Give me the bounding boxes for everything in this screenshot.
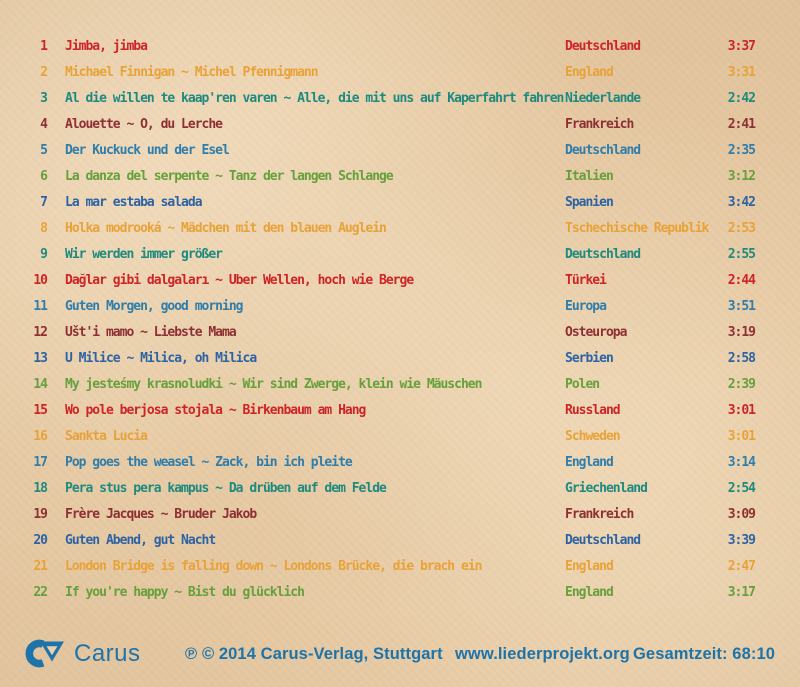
track-duration: 2:47 bbox=[727, 558, 755, 574]
track-number: 1 bbox=[40, 38, 47, 54]
track-row bbox=[0, 215, 800, 241]
track-title: If you're happy ~ Bist du glücklich bbox=[65, 584, 304, 600]
track-row bbox=[0, 475, 800, 501]
track-number: 4 bbox=[40, 116, 47, 132]
track-title: Jimba, jimba bbox=[65, 38, 147, 54]
track-country: Niederlande bbox=[565, 90, 641, 106]
track-number: 17 bbox=[33, 454, 47, 470]
track-duration: 3:42 bbox=[727, 194, 755, 210]
track-number: 10 bbox=[33, 272, 47, 288]
track-country: Deutschland bbox=[565, 142, 641, 158]
track-number: 8 bbox=[40, 220, 47, 236]
track-row bbox=[0, 319, 800, 345]
track-country: Serbien bbox=[565, 350, 613, 366]
track-country: Griechenland bbox=[565, 480, 647, 496]
track-title: London Bridge is falling down ~ Londons Brücke, die brach ein bbox=[65, 558, 482, 574]
track-number: 13 bbox=[33, 350, 47, 366]
track-country: Schweden bbox=[565, 428, 620, 444]
track-country: Polen bbox=[565, 376, 600, 392]
track-row bbox=[0, 59, 800, 85]
track-title: Wo pole berjosa stojala ~ Birkenbaum am Hang bbox=[65, 402, 366, 418]
track-number: 2 bbox=[40, 64, 47, 80]
track-duration: 3:19 bbox=[727, 324, 755, 340]
track-title: Guten Morgen, good morning bbox=[65, 298, 243, 314]
track-duration: 2:35 bbox=[727, 142, 755, 158]
track-number: 19 bbox=[33, 506, 47, 522]
track-title: Frère Jacques ~ Bruder Jakob bbox=[65, 506, 257, 522]
track-duration: 3:01 bbox=[727, 402, 755, 418]
track-country: Frankreich bbox=[565, 506, 634, 522]
track-title: Alouette ~ O, du Lerche bbox=[65, 116, 223, 132]
track-row bbox=[0, 449, 800, 475]
track-row bbox=[0, 397, 800, 423]
track-number: 14 bbox=[33, 376, 47, 392]
track-row bbox=[0, 423, 800, 449]
track-country: Türkei bbox=[565, 272, 606, 288]
track-country: Tschechische Republik bbox=[565, 220, 709, 236]
track-duration: 3:37 bbox=[727, 38, 755, 54]
track-title: Michael Finnigan ~ Michel Pfennigmann bbox=[65, 64, 318, 80]
track-duration: 2:58 bbox=[727, 350, 755, 366]
track-row bbox=[0, 501, 800, 527]
footer bbox=[0, 634, 800, 676]
track-duration: 3:17 bbox=[727, 584, 755, 600]
track-duration: 3:12 bbox=[727, 168, 755, 184]
track-country: Deutschland bbox=[565, 246, 641, 262]
track-row bbox=[0, 553, 800, 579]
track-duration: 2:54 bbox=[727, 480, 755, 496]
track-duration: 3:39 bbox=[727, 532, 755, 548]
track-row bbox=[0, 111, 800, 137]
track-country: Italien bbox=[565, 168, 613, 184]
track-title: Pera stus pera kampus ~ Da drüben auf dem Felde bbox=[65, 480, 386, 496]
track-number: 3 bbox=[40, 90, 47, 106]
track-duration: 3:14 bbox=[727, 454, 755, 470]
track-duration: 2:53 bbox=[727, 220, 755, 236]
track-number: 21 bbox=[33, 558, 47, 574]
track-row bbox=[0, 345, 800, 371]
track-number: 15 bbox=[33, 402, 47, 418]
carus-wordmark: Carus bbox=[74, 639, 141, 667]
track-country: England bbox=[565, 454, 613, 470]
website-text: www.liederprojekt.org bbox=[455, 645, 630, 663]
track-country: Osteuropa bbox=[565, 324, 627, 340]
track-country: Russland bbox=[565, 402, 620, 418]
track-country: Deutschland bbox=[565, 38, 641, 54]
track-row bbox=[0, 241, 800, 267]
track-country: England bbox=[565, 558, 613, 574]
track-title: Holka modrooká ~ Mädchen mit den blauen Äuglein bbox=[65, 220, 386, 236]
track-country: England bbox=[565, 64, 613, 80]
track-duration: 3:09 bbox=[727, 506, 755, 522]
track-number: 18 bbox=[33, 480, 47, 496]
track-title: My jesteśmy krasnoludki ~ Wir sind Zwerge, klein wie Mäuschen bbox=[65, 376, 482, 392]
track-duration: 2:39 bbox=[727, 376, 755, 392]
track-row bbox=[0, 163, 800, 189]
track-duration: 3:01 bbox=[727, 428, 755, 444]
track-duration: 2:42 bbox=[727, 90, 755, 106]
copyright-text: ℗ © 2014 Carus-Verlag, Stuttgart bbox=[185, 645, 443, 663]
track-row bbox=[0, 267, 800, 293]
track-row bbox=[0, 527, 800, 553]
track-row bbox=[0, 137, 800, 163]
track-row bbox=[0, 189, 800, 215]
track-country: Europa bbox=[565, 298, 606, 314]
track-duration: 2:41 bbox=[727, 116, 755, 132]
track-duration: 3:51 bbox=[727, 298, 755, 314]
track-title: Wir werden immer größer bbox=[65, 246, 223, 262]
track-duration: 2:44 bbox=[727, 272, 755, 288]
track-title: Der Kuckuck und der Esel bbox=[65, 142, 229, 158]
track-title: Dağlar gibi dalgaları ~ Über Wellen, hoch wie Berge bbox=[65, 272, 414, 288]
track-number: 9 bbox=[40, 246, 47, 262]
track-title: Guten Abend, gut Nacht bbox=[65, 532, 216, 548]
track-number: 5 bbox=[40, 142, 47, 158]
track-number: 20 bbox=[33, 532, 47, 548]
track-number: 22 bbox=[33, 584, 47, 600]
track-row bbox=[0, 371, 800, 397]
track-title: Ušt'i mamo ~ Liebste Mama bbox=[65, 324, 236, 340]
track-title: La danza del serpente ~ Tanz der langen Schlange bbox=[65, 168, 393, 184]
track-number: 12 bbox=[33, 324, 47, 340]
track-row bbox=[0, 33, 800, 59]
track-number: 11 bbox=[33, 298, 47, 314]
track-country: Deutschland bbox=[565, 532, 641, 548]
track-country: England bbox=[565, 584, 613, 600]
track-row bbox=[0, 293, 800, 319]
track-country: Frankreich bbox=[565, 116, 634, 132]
track-duration: 3:31 bbox=[727, 64, 755, 80]
total-time-text: Gesamtzeit: 68:10 bbox=[632, 645, 775, 663]
track-country: Spanien bbox=[565, 194, 613, 210]
track-title: Sankta Lucia bbox=[65, 428, 147, 444]
track-number: 6 bbox=[40, 168, 47, 184]
track-title: U Milice ~ Milica, oh Milica bbox=[65, 350, 257, 366]
track-title: Pop goes the weasel ~ Zack, bin ich pleite bbox=[65, 454, 352, 470]
track-number: 7 bbox=[40, 194, 47, 210]
track-list bbox=[0, 33, 800, 605]
track-duration: 2:55 bbox=[727, 246, 755, 262]
track-title: Al die willen te kaap'ren varen ~ Alle, die mit uns auf Kaperfahrt fahren bbox=[65, 90, 564, 106]
track-number: 16 bbox=[33, 428, 47, 444]
track-title: La mar estaba salada bbox=[65, 194, 202, 210]
carus-brand bbox=[24, 637, 141, 670]
track-row bbox=[0, 579, 800, 605]
track-row bbox=[0, 85, 800, 111]
carus-cv-logo-icon bbox=[24, 637, 66, 670]
